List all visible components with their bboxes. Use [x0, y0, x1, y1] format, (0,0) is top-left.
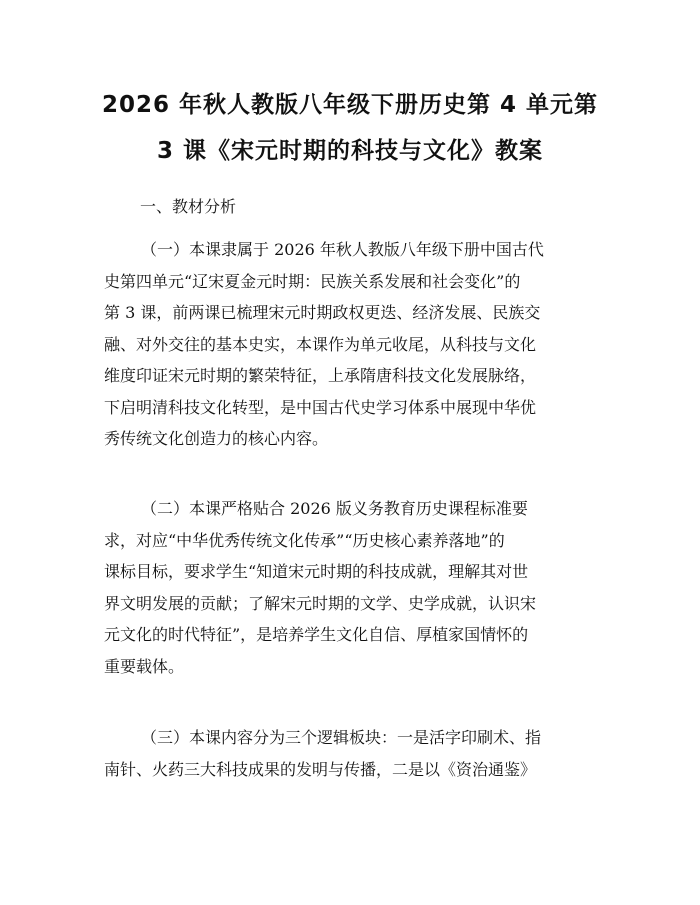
paragraph-line: 秀传统文化创造力的核心内容。	[104, 429, 329, 448]
document-title-line-1: 2026 年秋人教版八年级下册历史第 4 单元第	[101, 92, 599, 118]
paragraph-1	[104, 234, 604, 455]
section-heading: 一、教材分析	[140, 197, 237, 216]
paragraph-line: 融、对外交往的基本史实，本课作为单元收尾，从科技与文化	[104, 334, 537, 354]
paragraph-line: 史第四单元“辽宋夏金元时期：民族关系发展和社会变化”的	[104, 271, 521, 291]
paragraph-line: 重要载体。	[104, 656, 185, 676]
paragraph-line: 南针、火药三大科技成果的发明与传播，二是以《资治通鉴》	[104, 759, 537, 779]
paragraph-line: 界文明发展的贡献；了解宋元时期的文学、史学成就，认识宋	[104, 593, 537, 613]
paragraph-line: 求，对应“中华优秀传统文化传承”“历史核心素养落地”的	[104, 530, 505, 550]
paragraph-3	[104, 722, 604, 785]
paragraph-line: 元文化的时代特征”，是培养学生文化自信、厚植家国情怀的	[104, 625, 529, 644]
paragraph-line: 维度印证宋元时期的繁荣特征，上承隋唐科技文化发展脉络，	[104, 366, 537, 385]
paragraph-line: （二）本课严格贴合 2026 版义务教育历史课程标准要	[141, 499, 528, 518]
paragraph-line: 下启明清科技文化转型，是中国古代史学习体系中展现中华优	[104, 397, 537, 417]
paragraph-line: （一）本课隶属于 2026 年秋人教版八年级下册中国古代	[141, 240, 544, 259]
paragraph-line: （三）本课内容分为三个逻辑板块：一是活字印刷术、指	[141, 728, 542, 747]
paragraph-line: 第 3 课，前两课已梳理宋元时期政权更迭、经济发展、民族交	[104, 303, 541, 322]
paragraph-2	[104, 493, 604, 682]
paragraph-line: 课标目标，要求学生“知道宋元时期的科技成就，理解其对世	[104, 562, 529, 581]
document-title-line-2: 3 课《宋元时期的科技与文化》教案	[156, 138, 543, 164]
